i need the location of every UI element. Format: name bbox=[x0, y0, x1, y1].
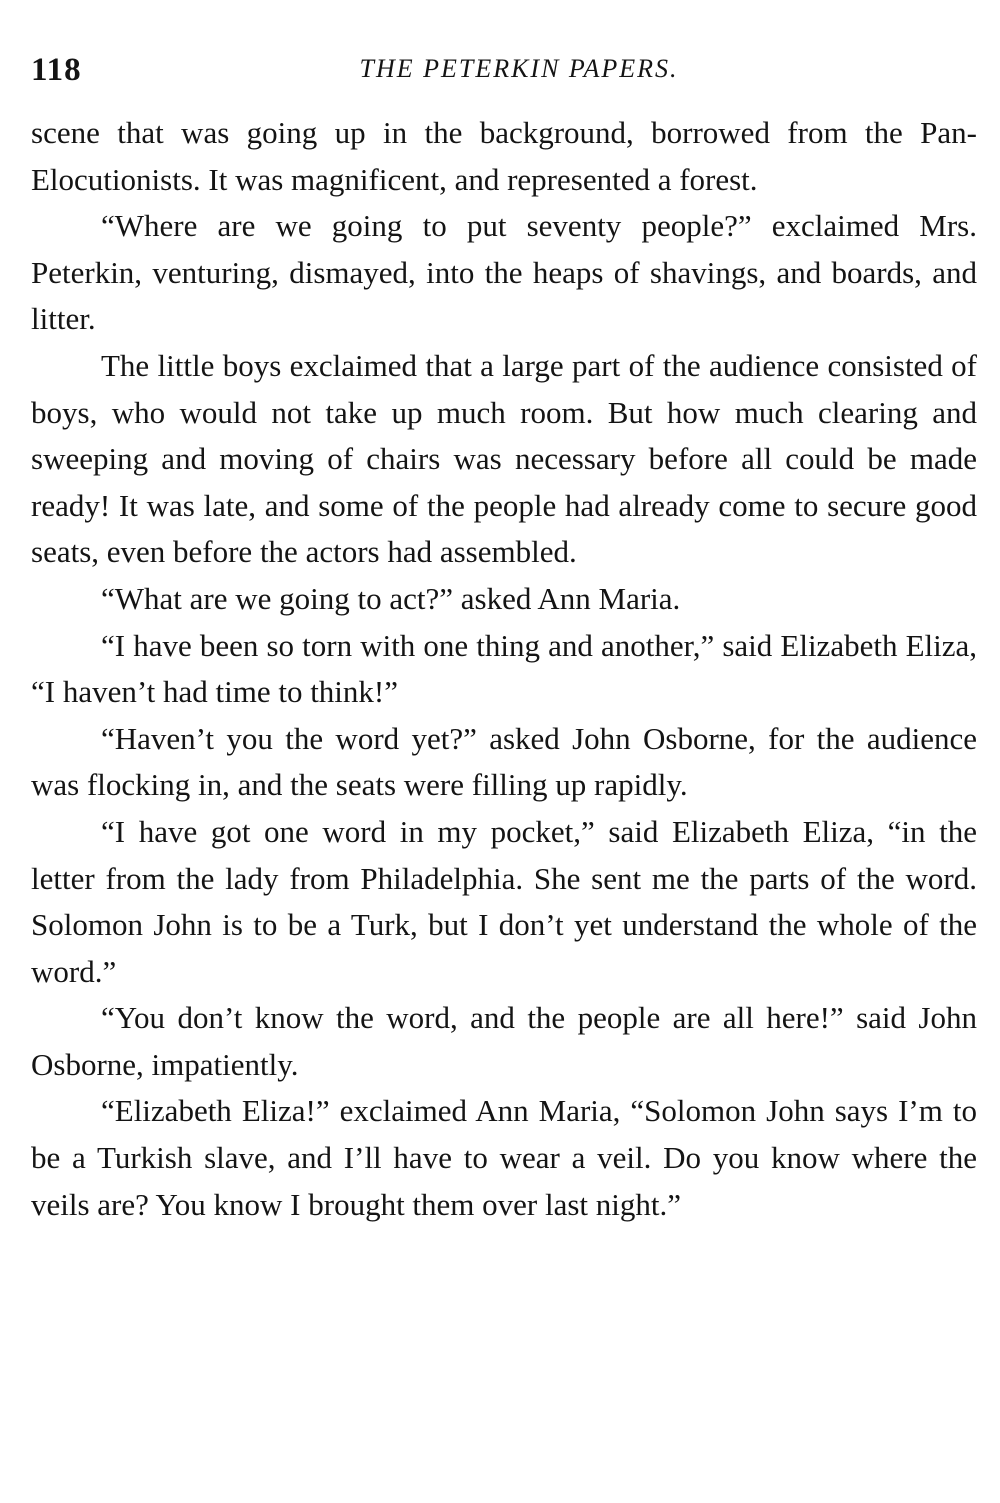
paragraph: “Haven’t you the word yet?” asked John Osborne, for the audience was flocking in, and the seats were filling up rapidly. bbox=[31, 720, 977, 803]
paragraph: “What are we going to act?” asked Ann Maria. bbox=[101, 580, 681, 616]
page-number: 118 bbox=[31, 52, 82, 88]
body-text bbox=[31, 110, 977, 1228]
paragraph: “I have got one word in my pocket,” said Elizabeth Eliza, “in the letter from the lady from Philadelphia. She sent me the parts of the word. Solomon John is to be a Turk, but I don’t yet understand the whole of the word.” bbox=[31, 813, 977, 989]
running-head bbox=[31, 40, 977, 110]
paragraph: “Where are we going to put seventy people?” exclaimed Mrs. Peterkin, venturing, dismayed, into the heaps of shavings, and boards, and litter. bbox=[31, 208, 977, 337]
paragraph: scene that was going up in the background, borrowed from the Pan-Elocutionists. It was magnificent, and represented a forest. bbox=[31, 115, 977, 197]
paragraph: “Elizabeth Eliza!” exclaimed Ann Maria, “Solomon John says I’m to be a Turkish slave, and I’ll have to wear a veil. Do you know where the veils are? You know I brought them over last night.” bbox=[31, 1093, 977, 1222]
paragraph: The little boys exclaimed that a large part of the audience consisted of boys, who would not take up much room. But how much clearing and sweeping and moving of chairs was necessary before all could be made ready! It was late, and some of the people had already come to secure good seats, even before the actors had assembled. bbox=[31, 347, 977, 570]
book-page bbox=[31, 40, 977, 1228]
paragraph: “I have been so torn with one thing and another,” said Elizabeth Eliza, “I haven’t had time to think!” bbox=[31, 627, 977, 710]
paragraph: “You don’t know the word, and the people are all here!” said John Osborne, impatiently. bbox=[31, 1000, 977, 1082]
running-title: THE PETERKIN PAPERS. bbox=[359, 54, 679, 83]
